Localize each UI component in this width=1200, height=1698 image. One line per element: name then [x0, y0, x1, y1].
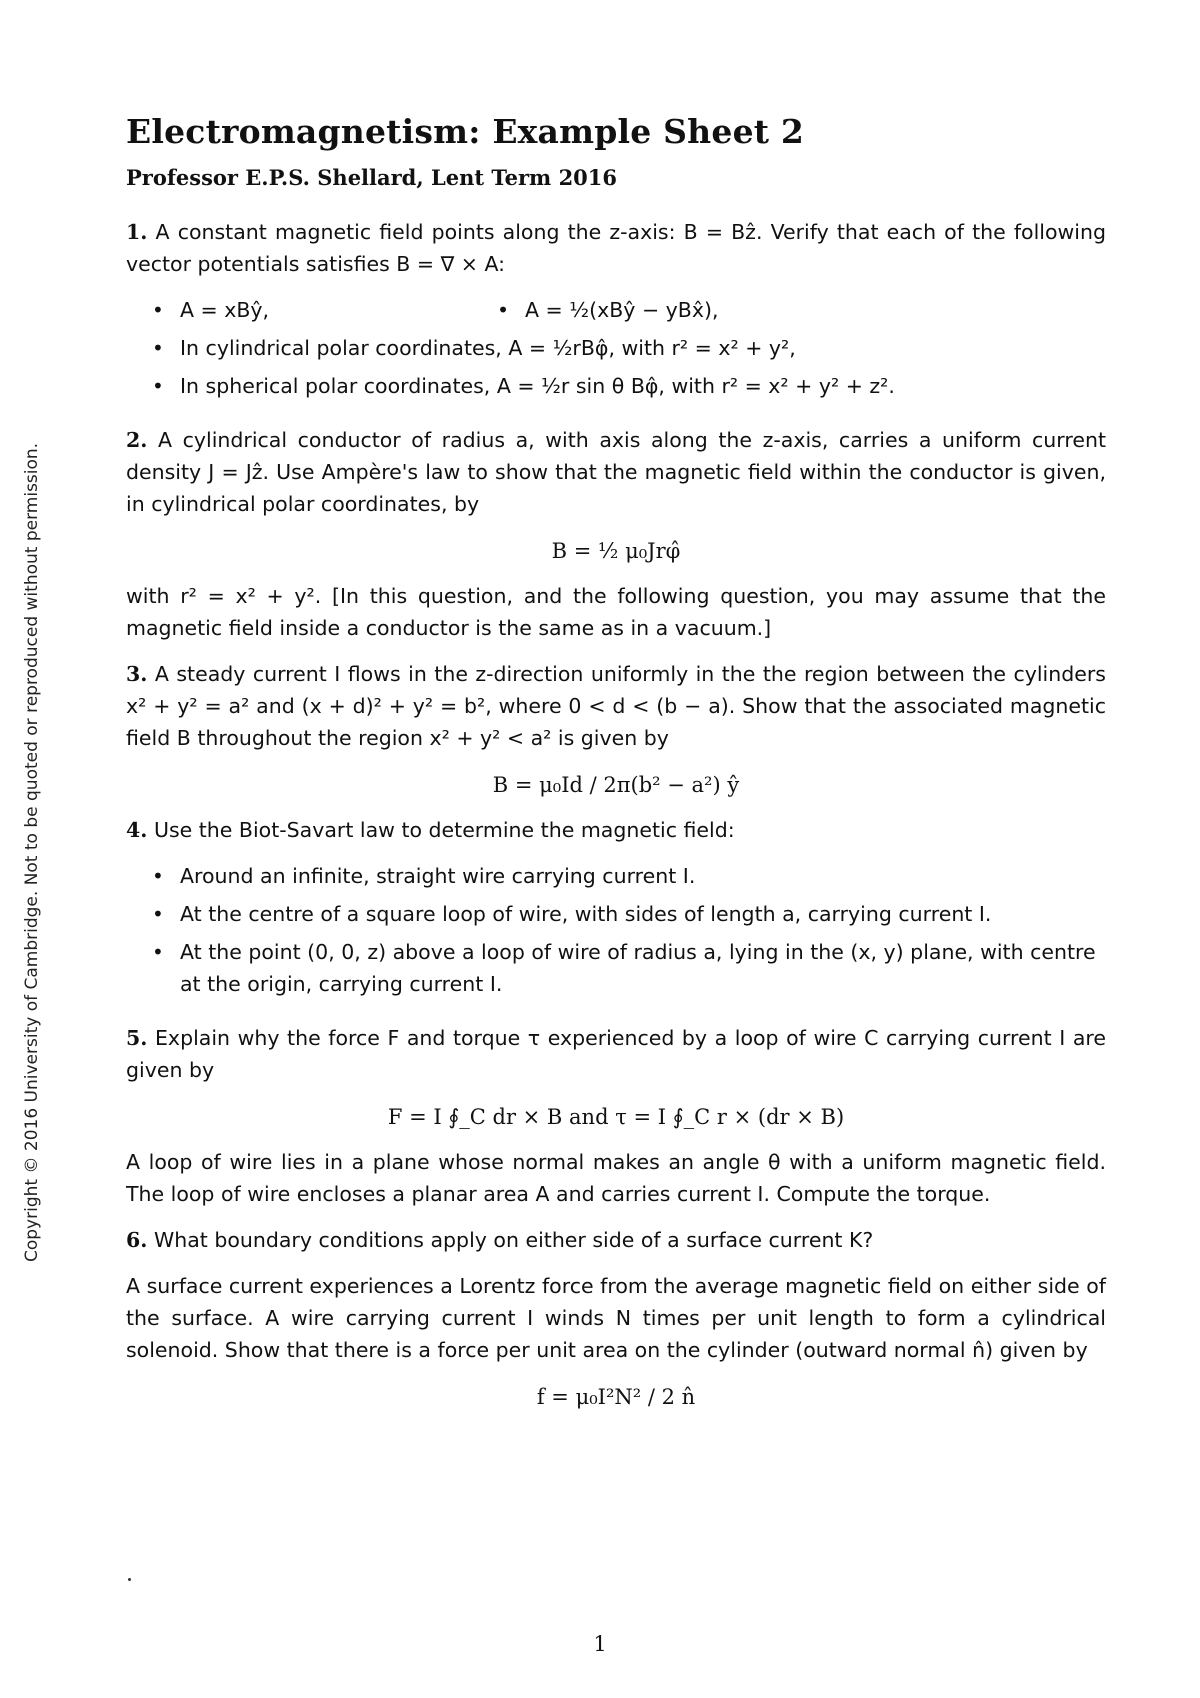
- equation-6: f = μ₀I²N² / 2 n̂: [536, 1385, 696, 1409]
- question-5-after: A loop of wire lies in a plane whose normal makes an angle θ with a uniform magnetic field. The loop of wire encloses a planar area A and carries current I. Compute the torque.: [126, 1150, 1106, 1206]
- question-4: [126, 814, 1106, 846]
- question-6-after: A surface current experiences a Lorentz force from the average magnetic field on either side of the surface. A wire carrying current I winds N times per unit length to form a cylindrical solenoid. Show that there is a force per unit area on the cylinder (outward normal n̂) given by: [126, 1274, 1106, 1362]
- equation-3: B = μ₀Id / 2π(b² − a²) ŷ: [492, 773, 740, 797]
- question-2-after: with r² = x² + y². [In this question, and the following question, you may assume that the magnetic field inside a conductor is the same as in a vacuum.]: [126, 584, 1106, 640]
- question-5-text: Explain why the force F and torque τ experienced by a loop of wire C carrying current I are given by: [126, 1026, 1106, 1082]
- question-1: [126, 216, 1106, 280]
- question-3-text: A steady current I flows in the z-direction uniformly in the the region between the cylinders x² + y² = a² and (x + d)² + y² = b², where 0 < d < (b − a). Show that the associated magnetic field B throughout the region x² + y² < a² is given by: [126, 662, 1106, 750]
- equation-2: B = ½ μ₀Jrφ̂: [551, 539, 681, 563]
- copyright-watermark: Copyright © 2016 University of Cambridge. Not to be quoted or reproduced without permission.: [22, 442, 42, 1262]
- subtitle: Professor E.P.S. Shellard, Lent Term 2016: [126, 165, 618, 190]
- question-4-text: Use the Biot-Savart law to determine the magnetic field:: [153, 818, 735, 842]
- list-item: • Around an infinite, straight wire carrying current I.: [152, 860, 1106, 892]
- question-1-text: A constant magnetic field points along the z-axis: B = Bẑ. Verify that each of the following vector potentials satisfies B = ∇ × A:: [126, 220, 1106, 276]
- list-item: • At the point (0, 0, z) above a loop of wire of radius a, lying in the (x, y) plane, with centre at the origin, carrying current I.: [152, 936, 1106, 1000]
- list-item: • A = xBŷ, • A = ½(xBŷ − yBx̂),: [152, 294, 1106, 326]
- stray-dot: [128, 1578, 131, 1581]
- content: [126, 112, 1106, 1426]
- question-1-bullets: [126, 294, 1106, 402]
- question-3: [126, 658, 1106, 754]
- question-5-number: 5.: [126, 1026, 148, 1050]
- question-6-number: 6.: [126, 1228, 148, 1252]
- question-2: [126, 424, 1106, 520]
- page-number: 1: [593, 1632, 607, 1656]
- q1-bullet-2: A = ½(xBŷ − yBx̂),: [525, 298, 719, 322]
- question-2-number: 2.: [126, 428, 148, 452]
- list-item: • In spherical polar coordinates, A = ½r sin θ Bφ̂, with r² = x² + y² + z².: [152, 370, 1106, 402]
- equation-5: F = I ∮_C dr × B and τ = I ∮_C r × (dr × B): [387, 1105, 845, 1129]
- question-6-text: What boundary conditions apply on either side of a surface current K?: [153, 1228, 874, 1252]
- question-4-bullets: [126, 860, 1106, 1000]
- question-4-number: 4.: [126, 818, 148, 842]
- question-5: [126, 1022, 1106, 1086]
- q1-bullet-1: • A = xBŷ,: [180, 298, 270, 322]
- list-item: • At the centre of a square loop of wire, with sides of length a, carrying current I.: [152, 898, 1106, 930]
- question-1-number: 1.: [126, 220, 148, 244]
- page-title: Electromagnetism: Example Sheet 2: [126, 112, 805, 151]
- question-3-number: 3.: [126, 662, 148, 686]
- list-item: • In cylindrical polar coordinates, A = ½rBφ̂, with r² = x² + y²,: [152, 332, 1106, 364]
- question-2-text: A cylindrical conductor of radius a, with axis along the z-axis, carries a uniform current density J = Jẑ. Use Ampère's law to show that the magnetic field within the conductor is given, in cylindrical polar coordinates, by: [126, 428, 1106, 516]
- question-6: [126, 1224, 1106, 1256]
